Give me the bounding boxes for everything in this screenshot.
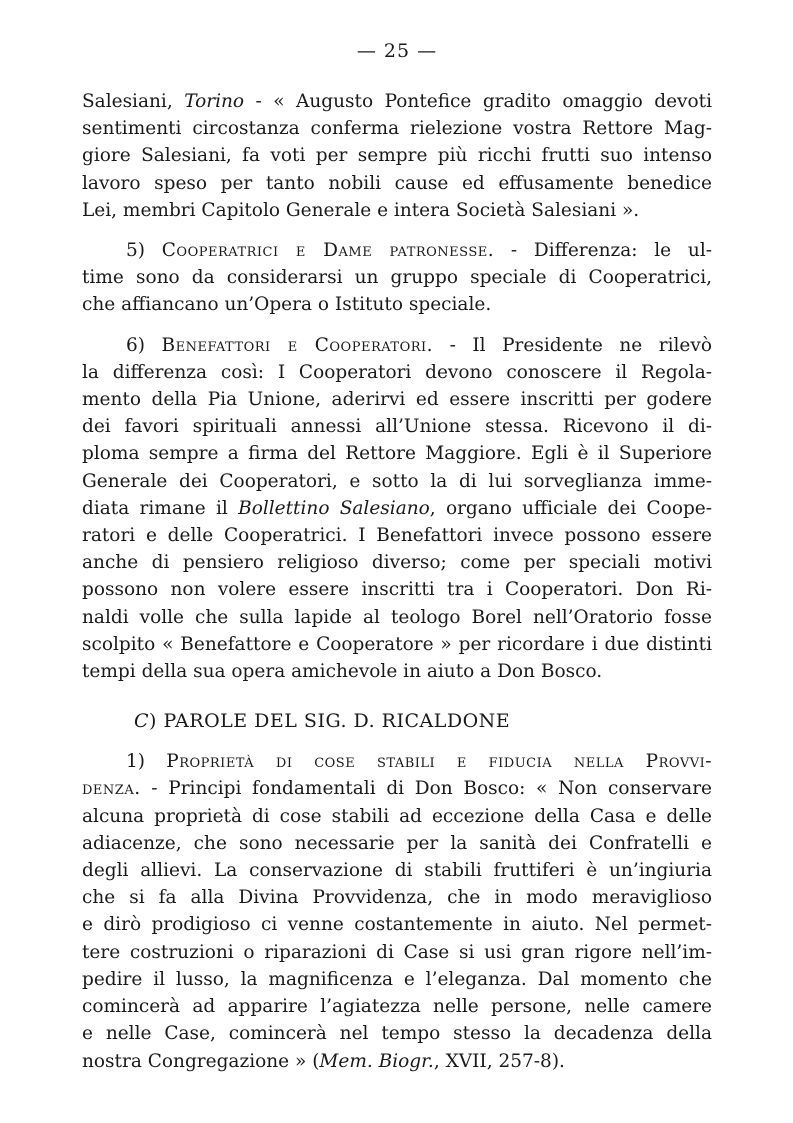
text-line — [82, 495, 712, 522]
text-line: giore Salesiani, fa voti per sempre più ricchi frutti suo intenso — [82, 145, 712, 167]
book-page — [82, 40, 712, 1075]
text-line — [82, 1048, 712, 1075]
text-line — [82, 332, 712, 359]
text-line: tere costruzioni o riparazioni di Case si usi gran rigore nell’im- — [82, 941, 712, 963]
section-title: Proprietà di cose stabili e fiducia nella Provvi- — [166, 751, 712, 773]
citation-title: Mem. Biogr. — [319, 1050, 434, 1072]
text-line: mento della Pia Unione, aderirvi ed essere inscritti per godere — [82, 389, 712, 411]
text-line: Generale dei Cooperatori, e sotto la di lui sorveglianza imme- — [82, 470, 712, 492]
text-line — [82, 88, 712, 115]
place-name: Torino — [184, 91, 245, 112]
text-line: e nelle Case, comincerà nel tempo stesso la decadenza della — [82, 1023, 712, 1045]
section-title: Benefattori e Cooperatori. — [161, 334, 434, 356]
page-number: — 25 — — [356, 40, 438, 62]
text-span: Salesiani, — [82, 91, 185, 112]
publication-title: Bollettino Salesiano — [238, 497, 430, 519]
text-line — [82, 237, 712, 264]
section-heading — [82, 707, 712, 735]
item-number: 5) — [126, 240, 162, 262]
text-line: Lei, membri Capitolo Generale e intera Società Salesiani ». — [82, 199, 640, 221]
text-line: alcuna proprietà di cose stabili ad eccezione della Casa e delle — [82, 805, 712, 827]
paragraph-proprieta — [82, 748, 712, 1074]
text-line: sentimenti circostanza conferma rielezione vostra Rettore Mag- — [82, 118, 712, 140]
text-line: adiacenze, che sono necessarie per la sanità dei Confratelli e — [82, 832, 712, 854]
text-line: degli allievi. La conservazione di stabili fruttiferi è un’ingiuria — [82, 860, 712, 882]
text-span: - Principi fondamentali di Don Bosco: « Non conservare — [140, 778, 712, 800]
text-span: diata rimane il — [82, 497, 239, 519]
section-title: Cooperatrici e Dame patronesse. — [161, 240, 495, 262]
paragraph-telegram — [82, 88, 712, 224]
text-span: - Il Presidente ne rilevò — [433, 334, 712, 356]
text-line: ploma sempre a firma del Rettore Maggiore. Egli è il Superiore — [82, 443, 712, 465]
text-line: e dirò prodigioso ci venne costantemente in aiuto. Nel permet- — [82, 914, 712, 936]
text-line: comincerà ad apparire l’agiatezza nelle persone, nelle camere — [82, 996, 712, 1018]
text-line: naldi volle che sulla lapide al teologo Borel nell’Oratorio fosse — [82, 606, 712, 628]
text-line: lavoro speso per tanto nobili cause ed effusamente benedice — [82, 172, 712, 194]
text-line: pedire il lusso, la magnificenza e l’eleganza. Dal momento che — [82, 968, 712, 990]
text-span: - « Augusto Pontefice gradito omaggio devoti — [244, 91, 712, 112]
text-span: , XVII, 257-8). — [433, 1050, 565, 1072]
item-number: 1) — [126, 751, 167, 773]
text-line: che si fa alla Divina Provvidenza, che in modo meraviglioso — [82, 887, 712, 909]
text-line: scolpito « Benefattore e Cooperatore » per ricordare i due distinti — [82, 633, 712, 655]
text-line — [82, 748, 712, 775]
heading-text: ) PAROLE DEL SIG. D. RICALDONE — [149, 710, 511, 733]
text-span: - Differenza: le ul- — [494, 240, 712, 262]
paragraph-benefattori — [82, 332, 712, 686]
text-span: , organo ufficiale dei Coope- — [429, 497, 712, 519]
text-line: tempi della sua opera amichevole in aiuto a Don Bosco. — [82, 661, 603, 683]
text-line: dei favori spirituali annessi all’Unione stessa. Ricevono il di- — [82, 416, 712, 438]
heading-letter: C — [134, 710, 150, 733]
text-line: time sono da considerarsi un gruppo speciale di Cooperatrici, — [82, 267, 712, 289]
section-title: denza. — [82, 778, 141, 800]
text-line — [82, 775, 712, 802]
text-line: ratori e delle Cooperatrici. I Benefattori invece possono essere — [82, 525, 712, 547]
text-span: nostra Congregazione » ( — [82, 1050, 320, 1072]
item-number: 6) — [126, 334, 162, 356]
text-line: la differenza così: I Cooperatori devono conoscere il Regola- — [82, 361, 712, 383]
text-line: possono non volere essere inscritti tra i Cooperatori. Don Ri- — [82, 579, 712, 601]
paragraph-cooperatrici — [82, 237, 712, 319]
text-line: che affiancano un’Opera o Istituto speciale. — [82, 294, 492, 316]
text-line: anche di pensiero religioso diverso; come per speciali motivi — [82, 552, 712, 574]
